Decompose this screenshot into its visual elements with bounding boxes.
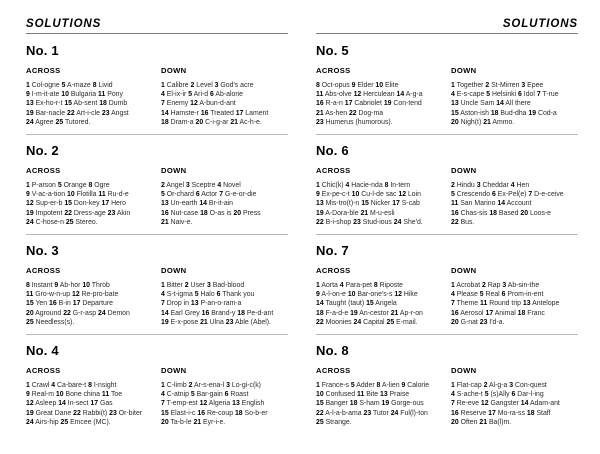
across-heading: ACROSS xyxy=(26,166,61,176)
down-column xyxy=(447,66,578,127)
clue-columns xyxy=(26,166,288,227)
clue-line: 20 Often 21 Ba(l)m. xyxy=(451,418,512,426)
down-heading: DOWN xyxy=(161,66,187,75)
clue-line: 13 Un-earth 14 Br-it-ain xyxy=(161,200,234,208)
clue-line: 25 Needless(s). xyxy=(26,318,75,326)
clue-line: 13 Ex-ho-r-t 15 Ab-sent 18 Dumb xyxy=(26,100,128,108)
clue-line: 7 Enemy 12 A-bun-d-ant xyxy=(161,100,236,108)
clue-line: 11 Abs-olve 12 Herculean 14 A-g-a xyxy=(316,91,423,99)
clue-line: 7 Drop in 13 P-an-o-ram-a xyxy=(161,300,242,308)
clue-columns xyxy=(26,266,288,327)
clue-line: 1 Together 2 St-Mirren 3 Epee xyxy=(451,82,544,89)
clue-line: 4 E-s-cape 5 Helsinki 6 Idol 7 T-rue xyxy=(451,91,559,99)
clue-line: 19 Bar-nacle 22 Art-i-cle 23 Angst xyxy=(26,109,129,117)
down-clue-list xyxy=(451,281,578,327)
clue-line: 13 Uncle Sam 14 All there xyxy=(451,100,531,108)
clue-line: 16 Aerosol 17 Animal 18 Franc xyxy=(451,309,545,317)
clue-line: 1 Flat-cap 2 Al-g-a 3 Con-quest xyxy=(451,382,547,390)
down-heading: DOWN xyxy=(451,166,477,176)
puzzle-block-4 xyxy=(26,343,288,434)
clue-line: 1 Col-ogne 5 A-maze 8 Livid xyxy=(26,82,113,89)
clue-line: 12 Sup-er-b 15 Don-key 17 Hero xyxy=(26,200,127,208)
down-column xyxy=(447,266,578,327)
clue-line: 25 Strange. xyxy=(316,418,352,426)
clue-columns xyxy=(316,66,578,127)
puzzle-block-1 xyxy=(26,43,288,135)
down-heading: DOWN xyxy=(161,366,187,376)
down-column xyxy=(447,166,578,227)
running-head-left: SOLUTIONS xyxy=(26,18,288,34)
across-clue-list xyxy=(316,281,447,327)
down-heading: DOWN xyxy=(451,366,477,376)
puzzle-title: No. 3 xyxy=(26,243,59,259)
clue-line: 16 R-a-n 17 Cabriolet 19 Con-tend xyxy=(316,100,422,108)
across-heading: ACROSS xyxy=(26,266,61,276)
clue-line: 15 Aston-ish 18 Bud-dha 19 Cod-a xyxy=(451,109,557,117)
down-clue-list xyxy=(161,181,288,227)
across-clue-list xyxy=(26,81,157,127)
clue-line: 14 Taught (taut) 15 Angela xyxy=(316,300,397,308)
clue-line: 7 Re-eve 12 Gangster 14 Adam-ant xyxy=(451,400,560,408)
clue-line: 5 Or-chard 6 Actor 7 G-e-or-die xyxy=(161,191,257,199)
down-column xyxy=(157,166,288,227)
clue-line: 23 Humerus (humorous). xyxy=(316,118,393,126)
clue-line: 21 As-hen 22 Dog-ma xyxy=(316,109,384,117)
clue-line: 9 Real-m 10 Bone china 11 Toe xyxy=(26,391,123,399)
clue-line: 22 Moonies 24 Capital 25 E-mail. xyxy=(316,318,418,326)
clue-line: 15 Elast-i-c 16 Re-coup 18 So-b-er xyxy=(161,409,268,417)
clue-line: 7 T-emp-est 12 Algeria 13 English xyxy=(161,400,265,408)
clue-line: 19 Impotent 22 Dress-age 23 Akin xyxy=(26,209,131,217)
across-clue-list xyxy=(316,81,447,127)
clue-line: 13 Mis-tro(t)-n 15 Nicker 17 S-cab xyxy=(316,200,420,208)
clue-line: 22 B-i-shop 23 Stud-ious 24 She'd. xyxy=(316,218,423,226)
clue-line: 20 Ta-b-le 21 Eyr-i-e. xyxy=(161,418,226,426)
puzzle-block-5 xyxy=(316,43,578,135)
clue-line: 8 Instant 9 Ab-hor 10 Throb xyxy=(26,282,110,290)
puzzle-block-2 xyxy=(26,143,288,235)
clue-line: 7 Theme 11 Round trip 13 Antelope xyxy=(451,300,560,308)
across-clue-list xyxy=(26,181,157,227)
clue-line: 24 C-hose-n 25 Stereo. xyxy=(26,218,98,226)
clue-line: 1 Calibre 2 Level 3 God's acre xyxy=(161,82,254,89)
clue-line: 4 S-t-igma 5 Halo 6 Thank you xyxy=(161,291,255,299)
down-clue-list xyxy=(161,281,288,327)
clue-line: 18 F-a-d-e 19 An-cestor 21 Ap-r-on xyxy=(316,309,423,317)
across-heading: ACROSS xyxy=(26,366,61,376)
clue-line: 1 Chic(k) 4 Hacie-nda 8 In-tern xyxy=(316,182,411,190)
across-column xyxy=(316,66,447,127)
down-heading: DOWN xyxy=(161,166,187,176)
down-clue-list xyxy=(161,81,288,127)
clue-line: 9 V-ac-a-tion 10 Flotilla 11 Ru-d-e xyxy=(26,191,129,199)
puzzle-title: No. 5 xyxy=(316,43,349,58)
across-clue-list xyxy=(26,381,157,427)
clue-line: 10 Confused 11 Bite 13 Praise xyxy=(316,391,410,399)
clue-line: 1 Acrobat 2 Rap 3 Ab-sin-the xyxy=(451,282,540,290)
clue-line: 20 Nigh(t) 21 Ammo. xyxy=(451,118,515,126)
clue-columns xyxy=(316,266,578,327)
clue-line: 19 A-Dora-ble 21 M-u-esli xyxy=(316,209,395,217)
across-column xyxy=(26,266,157,327)
puzzle-block-6 xyxy=(316,143,578,235)
clue-line: 4 C-atnip 5 Bar-gain 6 Roast xyxy=(161,391,249,399)
clue-line: 1 Bitter 2 User 3 Bad-blood xyxy=(161,282,245,290)
puzzle-title: No. 8 xyxy=(316,343,349,359)
puzzle-block-3 xyxy=(26,243,288,335)
across-column xyxy=(316,166,447,227)
across-heading: ACROSS xyxy=(26,66,61,75)
across-column xyxy=(316,366,447,427)
clue-line: 11 San Marino 14 Account xyxy=(451,200,532,208)
clue-line: 19 Great Dane 22 Rabbi(t) 23 Or-biter xyxy=(26,409,143,417)
clue-line: 16 Chas-sis 18 Based 20 Loos-e xyxy=(451,209,552,217)
down-column xyxy=(447,366,578,427)
clue-line: 4 S-ache-t 5 (s)Ally 6 Dar-l-ing xyxy=(451,391,544,399)
across-column xyxy=(26,366,157,427)
across-clue-list xyxy=(316,181,447,227)
clue-line: 15 Yen 16 B-in 17 Departure xyxy=(26,300,114,308)
across-clue-list xyxy=(26,281,157,327)
clue-columns xyxy=(26,66,288,127)
down-column xyxy=(157,66,288,127)
down-heading: DOWN xyxy=(161,266,187,276)
clue-line: 24 Agree 25 Tutored. xyxy=(26,118,91,126)
clue-line: 22 A-l-a-b-ama 23 Tutor 24 Ful(l)-ton xyxy=(316,409,428,417)
clue-line: 22 Bus. xyxy=(451,218,475,226)
across-column xyxy=(316,266,447,327)
across-column xyxy=(26,166,157,227)
across-heading: ACROSS xyxy=(316,366,351,376)
down-heading: DOWN xyxy=(451,66,477,75)
clue-line: 14 Hamste-r 16 Treated 17 Lament xyxy=(161,109,269,117)
clue-line: 5 Crescendo 6 Ex-Pel(e) 7 D-e-ceive xyxy=(451,191,564,199)
clue-line: 20 G-nat 23 I'd-a. xyxy=(451,318,505,326)
clue-line: 16 Nut-case 18 O-as is 20 Press xyxy=(161,209,261,217)
right-column xyxy=(302,18,578,446)
clue-line: 14 Earl Grey 16 Brand-y 18 Pe-d-ant xyxy=(161,309,274,317)
clue-line: 15 Banger 18 S-ham 19 Gorge-ous xyxy=(316,400,424,408)
down-clue-list xyxy=(451,381,578,427)
down-clue-list xyxy=(451,181,578,227)
clue-line: 9 A-l-on-e 10 Bar-one's-s 12 Hike xyxy=(316,291,418,299)
clue-columns xyxy=(26,366,288,427)
clue-line: 16 Reserve 17 Mo-ra-ss 18 Staff xyxy=(451,409,551,417)
clue-line: 1 P-arson 5 Orange 8 Ogre xyxy=(26,182,110,190)
clue-line: 9 Ex-pe-c-t 10 Cu-l-de sac 12 Loin xyxy=(316,191,421,199)
running-head-right: SOLUTIONS xyxy=(316,18,578,34)
puzzle-title: No. 1 xyxy=(26,43,59,58)
clue-line: 21 Naiv-e. xyxy=(161,218,193,226)
down-column xyxy=(157,266,288,327)
clue-line: 24 Airs-hip 25 Emcee (MC). xyxy=(26,418,111,426)
clue-line: 1 France-s 5 Adder 8 A-lien 9 Calorie xyxy=(316,382,430,390)
puzzle-block-7 xyxy=(316,243,578,335)
clue-line: 8 Oct-opus 9 Elder 10 Elite xyxy=(316,82,399,89)
across-heading: ACROSS xyxy=(316,266,351,276)
clue-line: 12 Asleep 14 In-sect 17 Gas xyxy=(26,400,113,408)
across-heading: ACROSS xyxy=(316,66,351,75)
clue-line: 18 Dram-a 20 C-i-g-ar 21 Ac-h-e. xyxy=(161,118,262,126)
puzzle-block-8 xyxy=(316,343,578,434)
puzzle-title: No. 7 xyxy=(316,243,349,259)
left-column xyxy=(26,18,302,446)
clue-line: 20 Aground 22 G-r-asp 24 Demon xyxy=(26,309,130,317)
puzzle-title: No. 4 xyxy=(26,343,59,359)
down-column xyxy=(157,366,288,427)
clue-line: 19 E-x-pose 21 Ulna 23 Able (Abel). xyxy=(161,318,271,326)
clue-line: 4 El-ix-ir 5 Ari-d 6 Ab-alone xyxy=(161,91,244,99)
across-clue-list xyxy=(316,381,447,427)
puzzle-title: No. 6 xyxy=(316,143,349,159)
clue-line: 1 Crawl 4 Ca-bare-t 8 I-nsight xyxy=(26,382,117,390)
clue-line: 1 C-limb 2 Ar-s-ena-l 3 Lo-gi-c(k) xyxy=(161,382,261,390)
clue-line: 2 Angel 3 Sceptre 4 Novel xyxy=(161,182,241,190)
down-clue-list xyxy=(161,381,288,427)
clue-columns xyxy=(316,366,578,427)
clue-line: 9 I-m-it-ate 10 Bulgaria 11 Pony xyxy=(26,91,123,99)
clue-columns xyxy=(316,166,578,227)
puzzle-title: No. 2 xyxy=(26,143,59,159)
clue-line: 11 Gro-w-n-up 12 Re-pro-bate xyxy=(26,291,119,299)
clue-line: 4 Please 5 Real 6 Prom-in-ent xyxy=(451,291,544,299)
down-clue-list xyxy=(451,81,578,127)
clue-line: 2 Hindu 3 Cheddar 4 Hen xyxy=(451,182,530,190)
down-heading: DOWN xyxy=(451,266,477,276)
across-column xyxy=(26,66,157,127)
across-heading: ACROSS xyxy=(316,166,351,176)
clue-line: 1 Aorta 4 Para-pet 8 Riposte xyxy=(316,282,403,290)
